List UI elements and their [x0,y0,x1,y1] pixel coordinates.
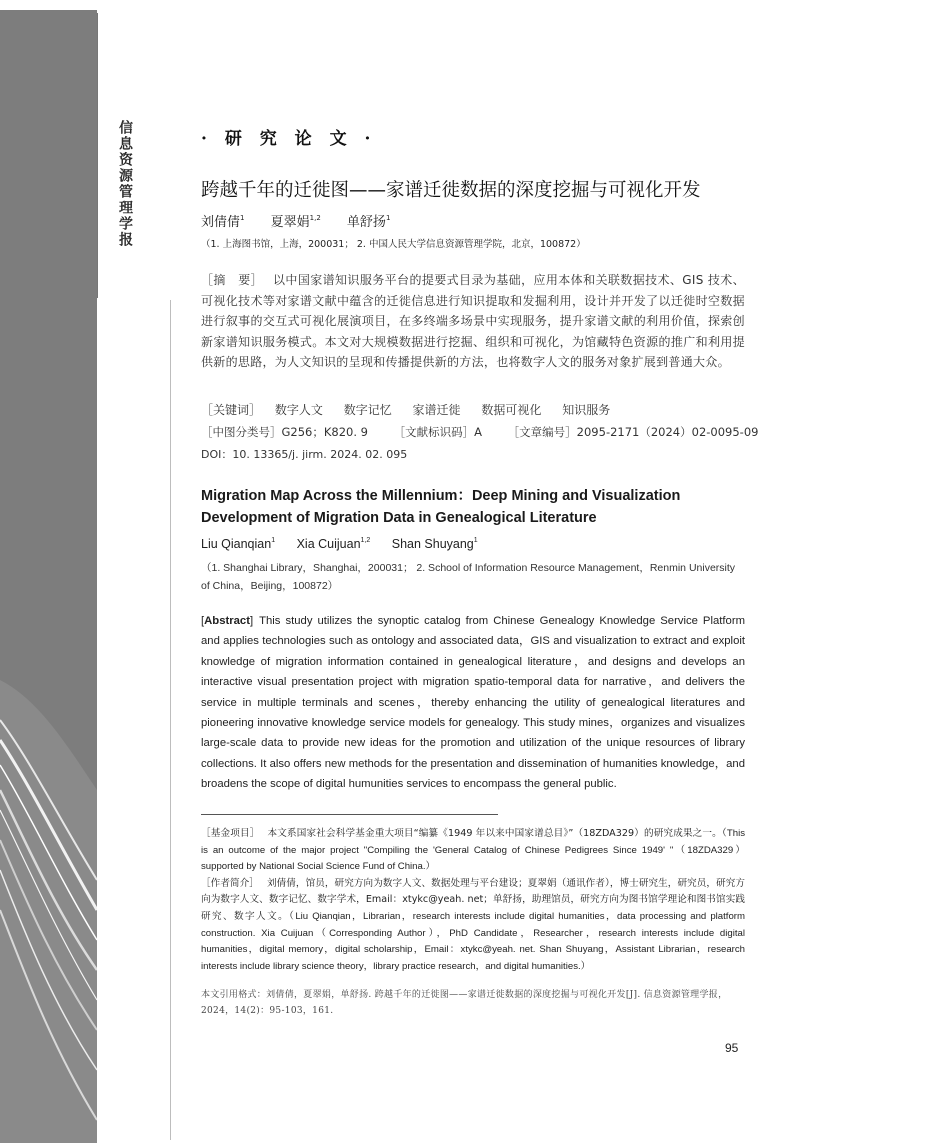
clc-value: G256；K820. 9 [281,425,368,439]
author-en: Liu Qianqian$^1$ [201,537,276,551]
margin-divider [170,300,171,1140]
classification: ［中图分类号］G256；K820. 9 ［文献标识码］A ［文章编号］2095-2171（2024）02-0095-09 [201,425,759,439]
abstract-en: [Abstract] This study utilizes the synoptic catalog from Chinese Genealogy Knowledge Service Platform and applies technologies such as ontology and associated data，GIS and visualization to extract and exploit knowledge of migration information contained in genealogical literature，and designs and develops an interactive visual presentation project with migration spatio-temporal data for narrative，and delivers the service in multiple terminals and scenes，thereby enhancing the utility of genealogical literatures and pioneering innovative knowledge service models for genealogy. This study mines，organizes and visualizes large-scale data to provide new ideas for the promotion and utilization of the unique resources of library collections. It also offers new methods for the presentation and dissemination of humanities knowledge，and broadens the scope of digital humunities services to encompass the general public. [201,615,745,791]
author-cn: 单舒扬$^1$ [346,214,391,230]
abstract-cn [201,270,745,373]
footnote-rule [201,814,498,815]
author-cn: 夏翠娟$^{1,2}$ [270,214,321,230]
section-tag: · 研 究 论 文 · [201,129,377,149]
author-cn: 刘倩倩$^1$ [201,214,245,230]
funding-note: ［基金项目］ 本文系国家社会科学基金重大项目“编纂《1949 年以来中国家谱总目》”（18ZDA329）的研究成果之一。（This is an outcome of the major project "Compiling the 'General Catalog of Chinese Pedigrees Since 1949' "（18ZDA329）supported by National Social Science Fund of China.） [201,828,746,873]
keyword: 数字记忆 [343,403,392,417]
affiliations-cn: （1. 上海图书馆，上海，200031； 2. 中国人民大学信息资源管理学院，北京，100872） [201,239,586,250]
title-en: Migration Map Across the Millennium：Deep Mining and Visualization Development of Migration Data in Genealogical Literature [201,488,681,526]
affiliations-en: （1. Shanghai Library，Shanghai，200031； 2. School of Information Resource Management，Renmin University of China，Beijing，100872） [201,562,736,592]
article-number: 2095-2171（2024）02-0095-09 [576,425,759,439]
abstract-cn-text: 以中国家谱知识服务平台的提要式目录为基础，应用本体和关联数据技术、GIS 技术、可视化技术等对家谱文献中蕴含的迁徙信息进行知识提取和发掘利用，设计并开发了以迁徙时空数据进行叙事的交互式可视化展演项目，在多终端多场景中实现服务，提升家谱文献的利用价值，探索创新家谱知识服务模式。本文对大规模数据进行挖掘、组织和可视化，为馆藏特色资源的推广和利用提供新的思路，为人文知识的呈现和传播提供新的方法，也将数字人文的服务对象扩展到普通大众。 [201,273,745,370]
keyword: 数字人文 [274,403,323,417]
title-cn: 跨越千年的迁徙图——家谱迁徙数据的深度挖掘与可视化开发 [201,180,701,201]
author-en: Shan Shuyang$^1$ [391,537,478,551]
keyword: 知识服务 [562,403,611,417]
keywords-label: ［关键词］ [201,403,262,417]
journal-en-name: Journal of Information Resources Management [102,312,144,433]
keyword: 家谱迁徙 [412,403,461,417]
keyword: 数据可视化 [481,403,542,417]
authors-en [201,537,745,551]
journal-cn-name: 信息资源管理学报 [117,120,133,248]
doi: DOI：10. 13365/j. jirm. 2024. 02. 095 [201,448,408,461]
side-band [0,0,97,1143]
author-bio-note: ［作者简介］ 刘倩倩，馆员，研究方向为数字人文、数据处理与平台建设；夏翠娟（通讯作者），博士研究生，研究员，研究方向为数字人文、数字记忆、数字学术，Email：xtykc@yeah. net；单舒扬，助理馆员，研究方向为图书馆学理论和图书馆实践研究、数字人文。（Liu Qianqian，Librarian，research interests include digital humanities，data processing and platform construction. Xia Cuijuan（Corresponding Author），PhD Candidate，Researcher，research interests include digital humanities，digital memory，digital scholarship，Email：xtykc@yeah. net. Shan Shuyang，Assistant Librarian，research interests include library science theory，library practice research，and digital humanities.） [201,877,745,972]
page-number: 95 [725,1041,739,1055]
keywords-cn [201,401,745,418]
authors-cn [201,211,412,230]
abstract-en-text: This study utilizes the synoptic catalog from Chinese Genealogy Knowledge Service Platform and applies technologies such as ontology and associated data，GIS and visualization to extract and exploit knowledge of migration information contained in genealogical literature，and designs and develops an interactive visual presentation project with migration spatio-temporal data for narrative，and delivers the service in multiple terminals and scenes，thereby enhancing the utility of genealogical literatures and pioneering innovative knowledge service models for genealogy. This study mines，organizes and visualizes large-scale data to provide new ideas for the promotion and utilization of the unique resources of library collections. It also offers new methods for the presentation and dissemination of humanities knowledge，and broadens the scope of digital humunities services to encompass the general public. [201,615,745,791]
abstract-en-label: Abstract [204,615,250,627]
author-en: Xia Cuijuan$^{1,2}$ [296,537,371,551]
doc-code: A [474,425,483,439]
footnotes [201,826,745,975]
citation-format: 本文引用格式：刘倩倩，夏翠娟，单舒扬. 跨越千年的迁徙图——家谱迁徙数据的深度挖掘与可视化开发[J]. 信息资源管理学报，2024，14(2)：95-103，161. [201,990,728,1016]
wave-decoration [0,560,97,1143]
abstract-cn-label: ［摘 要］ [201,273,264,287]
